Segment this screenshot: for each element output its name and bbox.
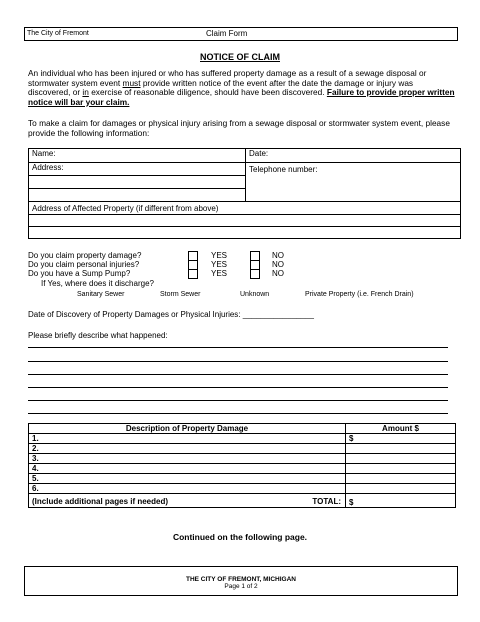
damage-description-header: Description of Property Damage [29, 424, 346, 434]
question-personal-injuries: Do you claim personal injuries? [28, 260, 140, 269]
amount-header: Amount $ [346, 424, 456, 434]
affected-property-line-1[interactable] [29, 215, 461, 227]
question-sump-pump: Do you have a Sump Pump? [28, 269, 131, 278]
discharge-question: If Yes, where does it discharge? [41, 279, 154, 288]
footer-city: THE CITY OF FREMONT, MICHIGAN [185, 576, 297, 583]
damage-row-6[interactable]: 6. [29, 484, 346, 494]
footer-page-number: Page 1 of 2 [224, 583, 258, 590]
sump-pump-no-label: NO [272, 269, 284, 278]
instructions-paragraph: To make a claim for damages or physical injury arising from a sewage disposal or stormwater system event, please provide the following information: [28, 118, 450, 138]
option-private-property[interactable]: Private Property (i.e. French Drain) [305, 291, 414, 298]
claimant-info-table [28, 148, 461, 239]
intro-warning: Failure to provide proper written notice will bar your claim. [28, 87, 455, 107]
intro-in: in [82, 87, 89, 97]
property-damage-yes-label: YES [211, 251, 228, 260]
damage-row-5[interactable]: 5. [29, 474, 346, 484]
address-field[interactable] [29, 163, 246, 176]
option-sanitary-sewer[interactable]: Sanitary Sewer [77, 291, 125, 298]
total-row-label-cell [29, 494, 346, 508]
damage-row-3[interactable]: 3. [29, 454, 346, 464]
property-damage-table [28, 423, 456, 508]
amount-row-6[interactable] [346, 484, 456, 494]
header-bar [24, 27, 458, 41]
damage-row-2[interactable]: 2. [29, 444, 346, 454]
description-line-5[interactable] [28, 400, 448, 401]
date-field[interactable] [246, 149, 461, 163]
continued-note: Continued on the following page. [172, 532, 308, 542]
telephone-field[interactable] [246, 163, 461, 202]
affected-property-field[interactable] [29, 202, 461, 215]
amount-row-2[interactable] [346, 444, 456, 454]
amount-row-1[interactable]: $ [346, 434, 456, 444]
page-title: NOTICE OF CLAIM [200, 52, 280, 62]
intro-paragraph [28, 69, 456, 107]
address-label: Address: [32, 163, 64, 172]
total-amount[interactable] [346, 494, 456, 508]
additional-pages-note: (Include additional pages if needed) [32, 497, 169, 506]
question-property-damage: Do you claim property damage? [28, 251, 142, 260]
describe-prompt: Please briefly describe what happened: [28, 331, 168, 340]
intro-text-c: exercise of reasonable diligence, should have been discovered. [88, 87, 327, 97]
name-field[interactable] [29, 149, 246, 163]
option-unknown[interactable]: Unknown [240, 291, 270, 298]
property-damage-no-label: NO [272, 251, 284, 260]
sump-pump-yes-label: YES [211, 269, 228, 278]
option-storm-sewer[interactable]: Storm Sewer [160, 291, 201, 298]
total-dollar-sign: $ [349, 498, 354, 507]
header-org: The City of Fremont [27, 30, 89, 37]
footer-box [24, 566, 458, 596]
amount-row-3[interactable] [346, 454, 456, 464]
telephone-label: Telephone number: [249, 165, 318, 174]
sump-pump-no-checkbox[interactable] [250, 269, 260, 279]
personal-injuries-yes-label: YES [211, 260, 228, 269]
amount-row-4[interactable] [346, 464, 456, 474]
intro-text-b: provide written notice of the event after the date the damage or injury was discovered, or [28, 77, 414, 97]
description-line-1[interactable] [28, 347, 448, 348]
intro-text-a: An individual who has been injured or who has suffered property damage as a result of a sewage disposal or stormwater system event [28, 68, 427, 88]
description-line-6[interactable] [28, 413, 448, 414]
address-line-3[interactable] [29, 189, 246, 202]
personal-injuries-no-label: NO [272, 260, 284, 269]
description-line-3[interactable] [28, 374, 448, 375]
description-line-4[interactable] [28, 387, 448, 388]
header-form-name: Claim Form [206, 29, 248, 38]
damage-row-1[interactable]: 1. [29, 434, 346, 444]
affected-property-line-2[interactable] [29, 227, 461, 239]
sump-pump-yes-checkbox[interactable] [188, 269, 198, 279]
date-label: Date: [249, 149, 269, 158]
address-line-2[interactable] [29, 176, 246, 189]
description-line-2[interactable] [28, 361, 448, 362]
total-label: TOTAL: [312, 497, 341, 506]
amount-row-5[interactable] [346, 474, 456, 484]
discovery-date-line[interactable]: Date of Discovery of Property Damages or Physical Injuries: ________________ [28, 310, 314, 319]
damage-row-4[interactable]: 4. [29, 464, 346, 474]
name-label: Name: [32, 149, 56, 158]
intro-must: must [122, 77, 141, 88]
affected-property-label: Address of Affected Property (if different from above) [32, 204, 219, 213]
